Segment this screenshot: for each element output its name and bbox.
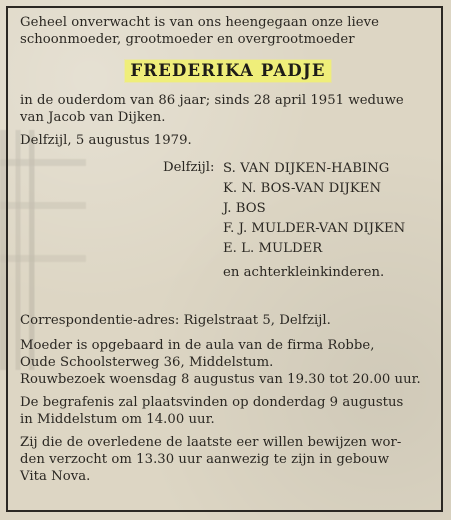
last-line-3: Vita Nova. <box>20 469 91 484</box>
last-line-2: den verzocht om 13.30 uur aanwezig te zijn in gebouw <box>20 452 390 467</box>
age-line-2: van Jacob van Dijken. <box>20 110 166 125</box>
funeral-line-1: De begrafenis zal plaatsvinden op donderdag 9 augustus <box>20 395 404 410</box>
family-member-3: J. BOS <box>223 201 266 216</box>
family-member-6: en achterkleinkinderen. <box>223 265 385 280</box>
family-member-4: F. J. MULDER-VAN DIJKEN <box>223 221 406 236</box>
funeral-line-2: in Middelstum om 14.00 uur. <box>20 412 215 427</box>
intro-line-1: Geheel onverwacht is van ons heengegaan onze lieve <box>20 15 379 30</box>
place-date: Delfzijl, 5 augustus 1979. <box>20 133 192 148</box>
mother-line-1: Moeder is opgebaard in de aula van de firma Robbe, <box>20 338 375 353</box>
visit-line: Rouwbezoek woensdag 8 augustus van 19.30 tot 20.00 uur. <box>20 372 421 387</box>
family-place-label: Delfzijl: <box>163 160 215 175</box>
intro-line-2: schoonmoeder, grootmoeder en overgrootmoeder <box>20 32 355 47</box>
age-line-1: in de ouderdom van 86 jaar; sinds 28 april 1951 weduwe <box>20 93 404 108</box>
mother-line-2: Oude Schoolsterweg 36, Middelstum. <box>20 355 274 370</box>
correspondence-line: Correspondentie-adres: Rigelstraat 5, Delfzijl. <box>20 313 331 328</box>
family-member-1: S. VAN DIJKEN-HABING <box>223 161 390 176</box>
notice-content <box>20 14 436 287</box>
deceased-name: FREDERIKA PADJE <box>125 60 330 82</box>
family-block <box>20 159 436 287</box>
name-wrap <box>20 60 436 82</box>
last-line-1: Zij die de overledene de laatste eer willen bewijzen wor- <box>20 435 402 450</box>
family-member-5: E. L. MULDER <box>223 241 323 256</box>
family-list <box>223 159 433 283</box>
family-member-2: K. N. BOS-VAN DIJKEN <box>223 181 382 196</box>
notice-tail <box>20 312 436 485</box>
